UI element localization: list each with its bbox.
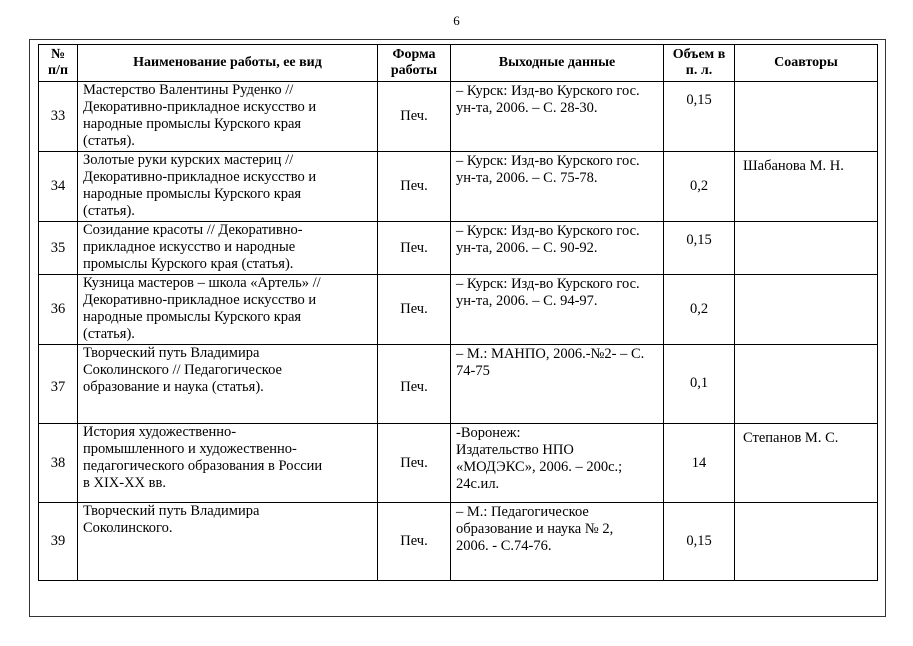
- cell-form: Печ.: [378, 222, 451, 275]
- cell-volume: 14: [664, 424, 735, 503]
- cell-coauthors: Степанов М. С.: [735, 424, 878, 503]
- header-name: Наименование работы, ее вид: [78, 45, 378, 82]
- table-row: [39, 222, 878, 275]
- cell-output: – М.: МАНПО, 2006.-№2- – С. 74-75: [451, 345, 664, 424]
- cell-output: – Курск: Изд-во Курского гос. ун-та, 2006. – С. 94-97.: [451, 275, 664, 345]
- cell-coauthors: [735, 82, 878, 152]
- table-row: [39, 275, 878, 345]
- header-coauthors: Соавторы: [735, 45, 878, 82]
- cell-volume: 0,15: [664, 503, 735, 581]
- cell-num: 38: [39, 424, 78, 503]
- cell-name: История художественно- промышленного и художественно- педагогического образования в России в XIX-XX вв.: [78, 424, 378, 503]
- cell-coauthors: [735, 275, 878, 345]
- page-number: 6: [453, 13, 460, 28]
- cell-output: – Курск: Изд-во Курского гос. ун-та, 2006. – С. 28-30.: [451, 82, 664, 152]
- cell-name: Кузница мастеров – школа «Артель» // Декоративно-прикладное искусство и народные промыслы Курского края (статья).: [78, 275, 378, 345]
- cell-coauthors: [735, 345, 878, 424]
- cell-num: 33: [39, 82, 78, 152]
- cell-coauthors: [735, 222, 878, 275]
- header-output: Выходные данные: [451, 45, 664, 82]
- cell-coauthors: Шабанова М. Н.: [735, 152, 878, 222]
- cell-name: Творческий путь Владимира Соколинского // Педагогическое образование и наука (статья).: [78, 345, 378, 424]
- table-row: [39, 152, 878, 222]
- cell-name: Творческий путь Владимира Соколинского.: [78, 503, 378, 581]
- cell-form: Печ.: [378, 424, 451, 503]
- cell-volume: 0,2: [664, 152, 735, 222]
- publications-table: [38, 44, 878, 581]
- cell-num: 35: [39, 222, 78, 275]
- cell-output: – Курск: Изд-во Курского гос. ун-та, 2006. – С. 90-92.: [451, 222, 664, 275]
- cell-coauthors: [735, 503, 878, 581]
- cell-num: 37: [39, 345, 78, 424]
- table-row: [39, 82, 878, 152]
- cell-form: Печ.: [378, 275, 451, 345]
- header-form: Форма работы: [378, 45, 451, 82]
- cell-name: Мастерство Валентины Руденко // Декоративно-прикладное искусство и народные промыслы Курского края (статья).: [78, 82, 378, 152]
- header-num: № п/п: [39, 45, 78, 82]
- cell-output: – М.: Педагогическое образование и наука № 2, 2006. - С.74-76.: [451, 503, 664, 581]
- table-header-row: [39, 45, 878, 82]
- cell-form: Печ.: [378, 152, 451, 222]
- cell-form: Печ.: [378, 503, 451, 581]
- cell-volume: 0,15: [664, 82, 735, 152]
- cell-volume: 0,2: [664, 275, 735, 345]
- cell-num: 34: [39, 152, 78, 222]
- header-volume: Объем в п. л.: [664, 45, 735, 82]
- table-row: [39, 424, 878, 503]
- cell-num: 39: [39, 503, 78, 581]
- cell-name: Золотые руки курских мастериц // Декоративно-прикладное искусство и народные промыслы Курского края (статья).: [78, 152, 378, 222]
- cell-output: – Курск: Изд-во Курского гос. ун-та, 2006. – С. 75-78.: [451, 152, 664, 222]
- cell-num: 36: [39, 275, 78, 345]
- cell-form: Печ.: [378, 82, 451, 152]
- cell-volume: 0,1: [664, 345, 735, 424]
- table-row: [39, 503, 878, 581]
- cell-name: Созидание красоты // Декоративно- прикладное искусство и народные промыслы Курского края (статья).: [78, 222, 378, 275]
- cell-volume: 0,15: [664, 222, 735, 275]
- cell-form: Печ.: [378, 345, 451, 424]
- cell-output: -Воронеж: Издательство НПО «МОДЭКС», 2006. – 200с.; 24с.ил.: [451, 424, 664, 503]
- table-row: [39, 345, 878, 424]
